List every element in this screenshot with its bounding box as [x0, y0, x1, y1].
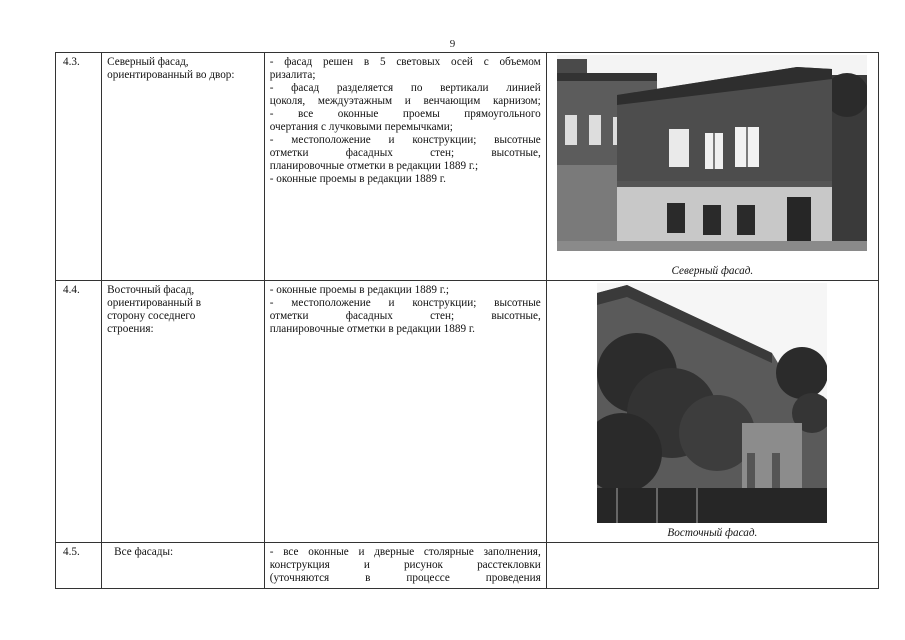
- description-line: - оконные проемы в редакции 1889 г.;: [269, 284, 449, 296]
- table-row: [56, 543, 879, 589]
- east-facade-photo: [597, 283, 827, 523]
- description-line: - фасад разделяется по вертикали линией: [269, 82, 541, 94]
- description-line: конструкция и рисунок расстекловки: [269, 559, 541, 571]
- row-title-line: сторону соседнего: [107, 310, 196, 322]
- row-description: [264, 543, 546, 589]
- description-line: - фасад решен в 5 световых осей с объемом: [269, 56, 541, 68]
- row-number: 4.3.: [56, 53, 102, 281]
- description-line: планировочные отметки в редакции 1889 г.;: [269, 160, 479, 172]
- description-line: - местоположение и конструкции; высотные: [269, 134, 541, 146]
- row-title-line: ориентированный во двор:: [107, 69, 235, 81]
- row-title: [102, 53, 265, 281]
- description-line: - все оконные проемы прямоугольного: [269, 108, 541, 120]
- facade-table: [55, 52, 879, 589]
- row-title: [102, 543, 265, 589]
- row-title-line: Северный фасад,: [107, 56, 189, 68]
- description-line: цоколя, междуэтажным и венчающим карнизом;: [269, 95, 541, 107]
- row-title-line: ориентированный в: [107, 297, 202, 309]
- description-line: отметки фасадных стен; высотные,: [269, 147, 541, 159]
- row-title: [102, 281, 265, 543]
- row-description: [264, 53, 546, 281]
- row-title-line: строения:: [107, 323, 154, 335]
- row-title-line: Все фасады:: [114, 546, 174, 558]
- row-description: [264, 281, 546, 543]
- description-line: - местоположение и конструкции; высотные: [269, 297, 541, 309]
- page-number: 9: [449, 38, 456, 50]
- description-line: очертания с лучковыми перемычками;: [269, 121, 453, 133]
- description-line: ризалита;: [269, 69, 316, 81]
- north-facade-photo: [557, 55, 867, 251]
- row-title-line: Восточный фасад,: [107, 284, 195, 296]
- photo-caption: Восточный фасад.: [667, 527, 758, 539]
- table-row: [56, 281, 879, 543]
- description-line: отметки фасадных стен; высотные,: [269, 310, 541, 322]
- description-line: (уточняются в процессе проведения: [269, 572, 541, 584]
- photo-cell: [546, 53, 878, 281]
- row-number: 4.4.: [56, 281, 102, 543]
- table-row: [56, 53, 879, 281]
- photo-cell: [546, 281, 878, 543]
- row-number: 4.5.: [56, 543, 102, 589]
- photo-cell: [546, 543, 878, 589]
- description-line: планировочные отметки в редакции 1889 г.: [269, 323, 475, 335]
- description-line: - оконные проемы в редакции 1889 г.: [269, 173, 446, 185]
- description-line: - все оконные и дверные столярные заполнения,: [269, 546, 541, 558]
- photo-caption: Северный фасад.: [671, 265, 754, 277]
